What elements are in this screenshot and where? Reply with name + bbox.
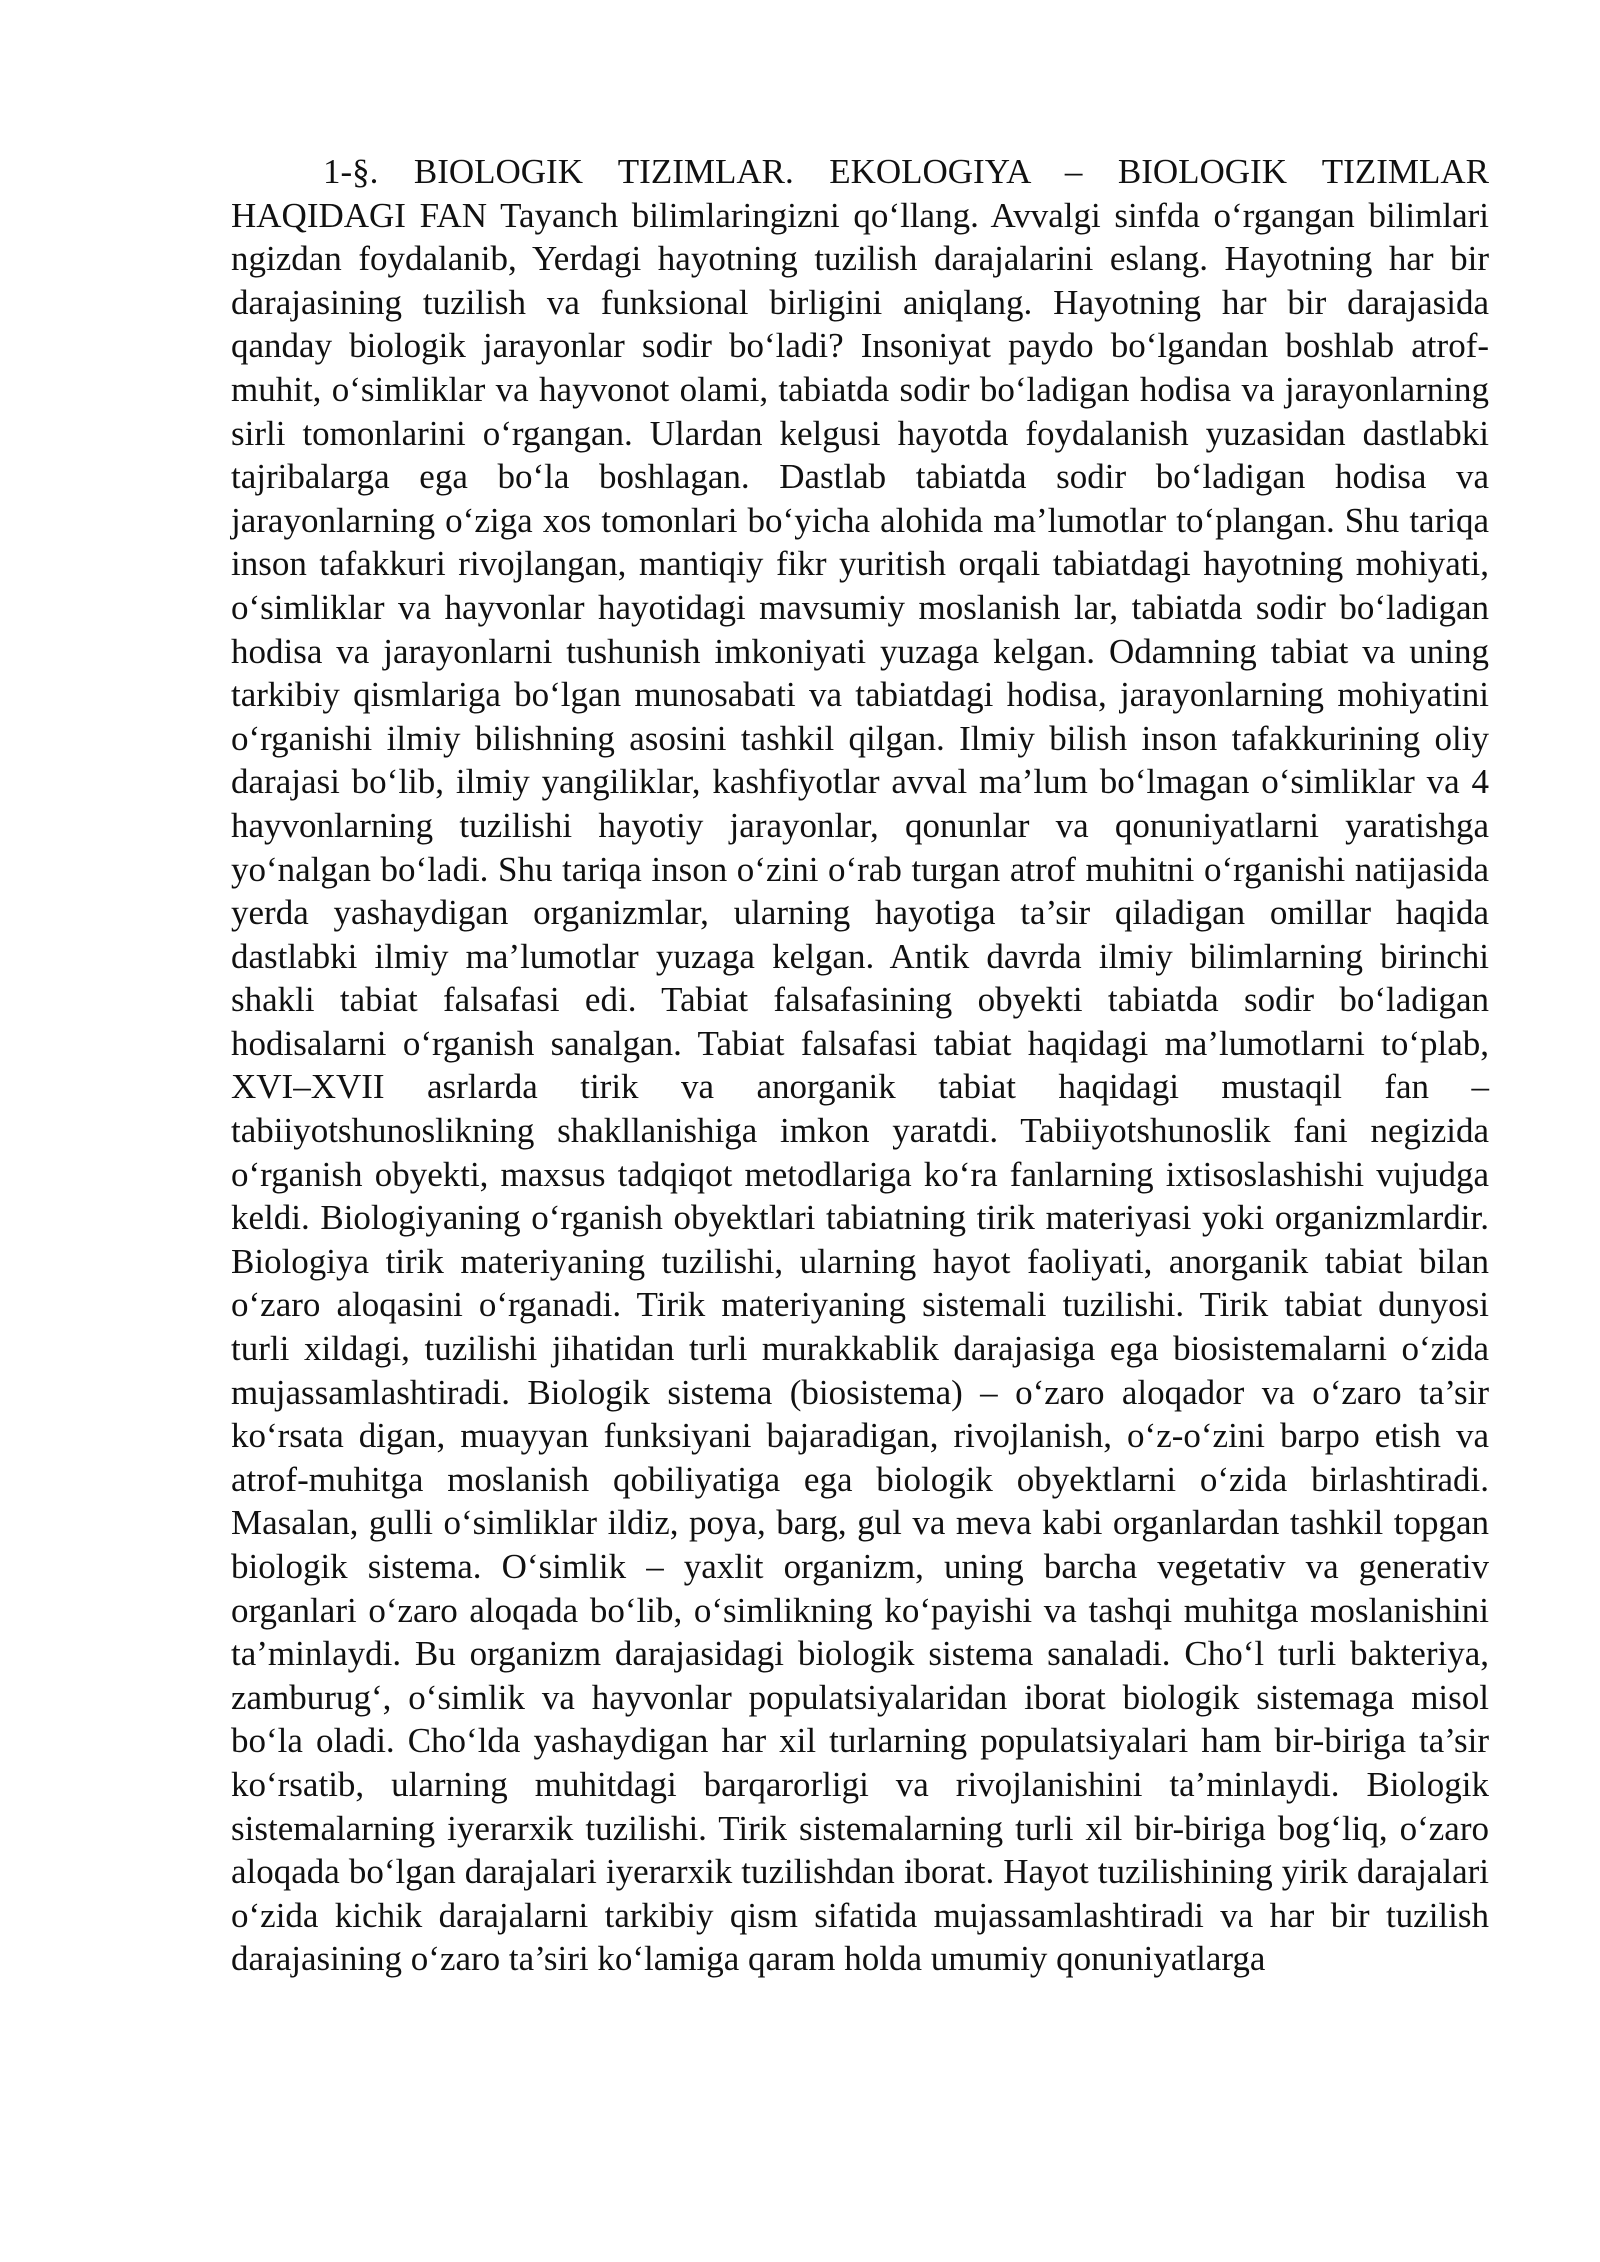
body-paragraph: 1-§. BIOLOGIK TIZIMLAR. EKOLOGIYA – BIOLOGIK TIZIMLAR HAQIDAGI FAN Tayanch bilimlaringizni qo‘llang. Avvalgi sinfda o‘rgangan bilimlari ngizdan foydalanib, Yerdagi hayotning tuzilish darajalarini eslang. Hayotning har bir darajasining tuzilish va funksional birligini aniqlang. Hayotning har bir darajasida qanday biologik jarayonlar sodir bo‘ladi? Insoniyat paydo bo‘lgandan boshlab atrof-muhit, o‘simliklar va hayvonot olami, tabiatda sodir bo‘ladigan hodisa va jarayonlarning sirli tomonlarini o‘rgangan. Ulardan kelgusi hayotda foydalanish yuzasidan dastlabki tajribalarga ega bo‘la boshlagan. Dastlab tabiatda sodir bo‘ladigan hodisa va jarayonlarning o‘ziga xos tomonlari bo‘yicha alohida ma’lumotlar to‘plangan. Shu tariqa inson tafakkuri rivojlangan, mantiqiy fikr yuritish orqali tabiatdagi hayotning mohiyati, o‘simliklar va hayvonlar hayotidagi mavsumiy moslanish lar, tabiatda sodir bo‘ladigan hodisa va jarayonlarni tushunish imkoniyati yuzaga kelgan. Odamning tabiat va uning tarkibiy qismlariga bo‘lgan munosabati va tabiatdagi hodisa, jarayonlarning mohiyatini o‘rganishi ilmiy bilishning asosini tashkil qilgan. Ilmiy bilish inson tafakkurining oliy darajasi bo‘lib, ilmiy yangiliklar, kashfiyotlar avval ma’lum bo‘lmagan o‘simliklar va 4 hayvonlarning tuzilishi hayotiy jarayonlar, qonunlar va qonuniyatlarni yaratishga yo‘nalgan bo‘ladi. Shu tariqa inson o‘zini o‘rab turgan atrof muhitni o‘rganishi natijasida yerda yashaydigan organizmlar, ularning hayotiga ta’sir qiladigan omillar haqida dastlabki ilmiy ma’lumotlar yuzaga kelgan. Antik davrda ilmiy bilimlarning birinchi shakli tabiat falsafasi edi. Tabiat falsafasining obyekti tabiatda sodir bo‘ladigan hodisalarni o‘rganish sanalgan. Tabiat falsafasi tabiat haqidagi ma’lumotlarni to‘plab, XVI–XVII asrlarda tirik va anorganik tabiat haqidagi mustaqil fan – tabiiyotshunoslikning shakllanishiga imkon yaratdi. Tabiiyotshunoslik fani negizida o‘rganish obyekti, maxsus tadqiqot metodlariga ko‘ra fanlarning ixtisoslashishi vujudga keldi. Biologiyaning o‘rganish obyektlari tabiatning tirik materiyasi yoki organizmlardir. Biologiya tirik materiyaning tuzilishi, ularning hayot faoliyati, anorganik tabiat bilan o‘zaro aloqasini o‘rganadi. Tirik materiyaning sistemali tuzilishi. Tirik tabiat dunyosi turli xildagi, tuzilishi jihatidan turli murakkablik darajasiga ega biosistemalarni o‘zida mujassamlashtiradi. Biologik sistema (biosistema) – o‘zaro aloqador va o‘zaro ta’sir ko‘rsata digan, muayyan funksiyani bajaradigan, rivojlanish, o‘z-o‘zini barpo etish va atrof-muhitga moslanish qobiliyatiga ega biologik obyektlarni o‘zida birlashtiradi. Masalan, gulli o‘simliklar ildiz, poya, barg, gul va meva kabi organlardan tashkil topgan biologik sistema. O‘simlik – yaxlit organizm, uning barcha vegetativ va generativ organlari o‘zaro aloqada bo‘lib, o‘simlikning ko‘payishi va tashqi muhitga moslanishini ta’minlaydi. Bu organizm darajasidagi biologik sistema sanaladi. Cho‘l turli bakteriya, zamburug‘, o‘simlik va hayvonlar populatsiyalaridan iborat biologik sistemaga misol bo‘la oladi. Cho‘lda yashaydigan har xil turlarning populatsiyalari ham bir-biriga ta’sir ko‘rsatib, ularning muhitdagi barqarorligi va rivojlanishini ta’minlaydi. Biologik sistemalarning iyerarxik tuzilishi. Tirik sistemalarning turli xil bir-biriga bog‘liq, o‘zaro aloqada bo‘lgan darajalari iyerarxik tuzilishdan iborat. Hayot tuzilishining yirik darajalari o‘zida kichik darajalarni tarkibiy qism sifatida mujassamlashtiradi va har bir tuzilish darajasining o‘zaro ta’siri ko‘lamiga qaram holda umumiy qonuniyatlarga: [231, 152, 1489, 1979]
